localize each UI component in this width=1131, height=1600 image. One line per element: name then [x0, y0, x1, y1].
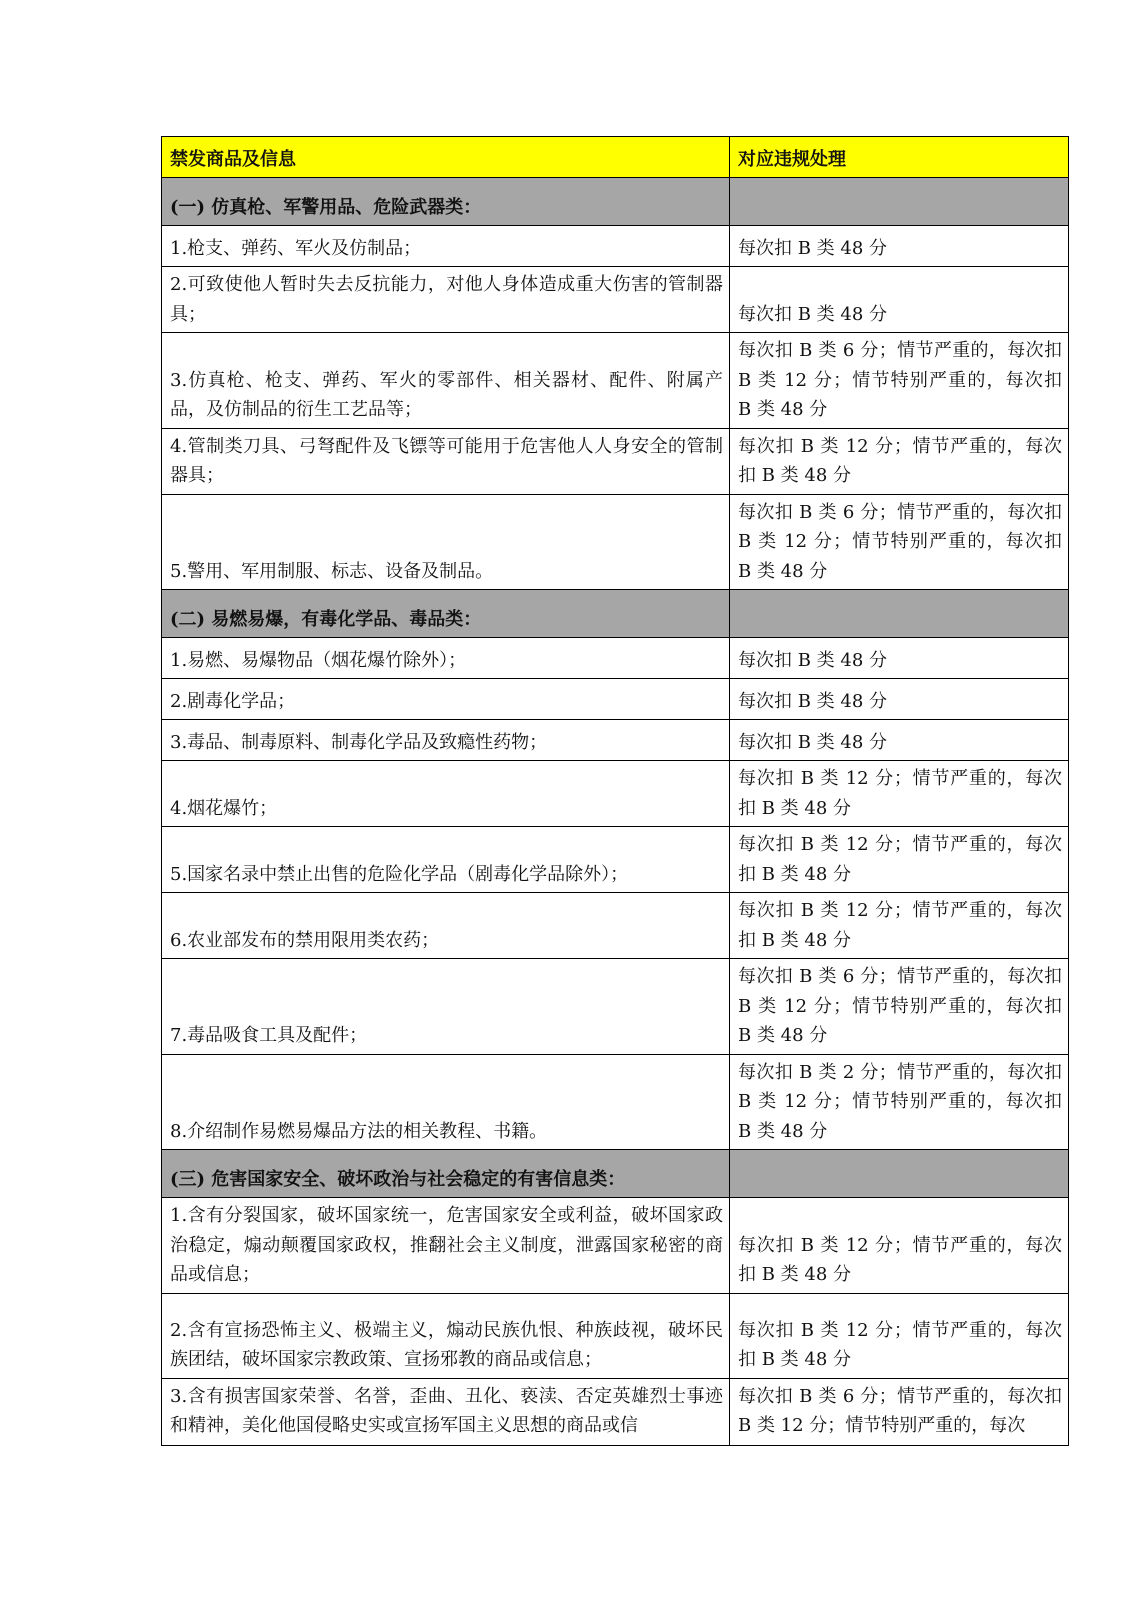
penalty-text: 每次扣 B 类 6 分；情节严重的，每次扣 B 类 12 分；情节特别严重的，每次扣 B 类 48 分	[730, 494, 1069, 590]
penalty-text: 每次扣 B 类 48 分	[730, 720, 1069, 761]
table-row	[162, 959, 1069, 1055]
penalty-text: 每次扣 B 类 12 分；情节严重的，每次扣 B 类 48 分	[730, 827, 1069, 893]
section-header-row	[162, 1150, 1069, 1198]
table-row	[162, 761, 1069, 827]
table-row	[162, 827, 1069, 893]
item-description: 4.管制类刀具、弓弩配件及飞镖等可能用于危害他人人身安全的管制器具；	[162, 428, 730, 494]
penalty-text: 每次扣 B 类 2 分；情节严重的，每次扣 B 类 12 分；情节特别严重的，每次扣 B 类 48 分	[730, 1054, 1069, 1150]
penalty-text: 每次扣 B 类 48 分	[730, 638, 1069, 679]
table-row	[162, 267, 1069, 333]
penalty-text: 每次扣 B 类 6 分；情节严重的，每次扣 B 类 12 分；情节特别严重的，每次	[730, 1378, 1069, 1445]
section-penalty-cell	[730, 590, 1069, 638]
penalty-text: 每次扣 B 类 12 分；情节严重的，每次扣 B 类 48 分	[730, 893, 1069, 959]
penalty-text: 每次扣 B 类 12 分；情节严重的，每次扣 B 类 48 分	[730, 1198, 1069, 1294]
table-row	[162, 638, 1069, 679]
section-header-row	[162, 178, 1069, 226]
header-cell-items: 禁发商品及信息	[162, 137, 730, 178]
section-title: (二) 易燃易爆，有毒化学品、毒品类：	[162, 590, 730, 638]
item-description: 6.农业部发布的禁用限用类农药；	[162, 893, 730, 959]
penalty-text: 每次扣 B 类 6 分；情节严重的，每次扣 B 类 12 分；情节特别严重的，每次扣 B 类 48 分	[730, 333, 1069, 429]
penalty-text: 每次扣 B 类 48 分	[730, 679, 1069, 720]
section-title: (一) 仿真枪、军警用品、危险武器类：	[162, 178, 730, 226]
penalty-text: 每次扣 B 类 12 分；情节严重的，每次扣 B 类 48 分	[730, 428, 1069, 494]
table-row	[162, 893, 1069, 959]
section-penalty-cell	[730, 1150, 1069, 1198]
penalty-text: 每次扣 B 类 12 分；情节严重的，每次扣 B 类 48 分	[730, 1293, 1069, 1378]
table-row	[162, 226, 1069, 267]
item-description: 1.枪支、弹药、军火及仿制品；	[162, 226, 730, 267]
penalty-text: 每次扣 B 类 12 分；情节严重的，每次扣 B 类 48 分	[730, 761, 1069, 827]
table-row	[162, 1054, 1069, 1150]
prohibited-goods-table	[161, 136, 1069, 1446]
table-header-row	[162, 137, 1069, 178]
item-description: 1.易燃、易爆物品（烟花爆竹除外）；	[162, 638, 730, 679]
item-description: 3.仿真枪、枪支、弹药、军火的零部件、相关器材、配件、附属产品，及仿制品的衍生工艺品等；	[162, 333, 730, 429]
penalty-text: 每次扣 B 类 48 分	[730, 267, 1069, 333]
item-description: 7.毒品吸食工具及配件；	[162, 959, 730, 1055]
table-row	[162, 720, 1069, 761]
section-title: (三) 危害国家安全、破坏政治与社会稳定的有害信息类：	[162, 1150, 730, 1198]
table-row	[162, 428, 1069, 494]
table-row	[162, 1293, 1069, 1378]
table-row	[162, 494, 1069, 590]
item-description: 8.介绍制作易燃易爆品方法的相关教程、书籍。	[162, 1054, 730, 1150]
item-description: 5.国家名录中禁止出售的危险化学品（剧毒化学品除外）；	[162, 827, 730, 893]
item-description: 3.毒品、制毒原料、制毒化学品及致瘾性药物；	[162, 720, 730, 761]
penalty-text: 每次扣 B 类 6 分；情节严重的，每次扣 B 类 12 分；情节特别严重的，每次扣 B 类 48 分	[730, 959, 1069, 1055]
section-penalty-cell	[730, 178, 1069, 226]
item-description: 2.含有宣扬恐怖主义、极端主义，煽动民族仇恨、种族歧视，破坏民族团结，破坏国家宗教政策、宣扬邪教的商品或信息；	[162, 1293, 730, 1378]
table-row	[162, 333, 1069, 429]
table-row	[162, 679, 1069, 720]
item-description: 2.可致使他人暂时失去反抗能力，对他人身体造成重大伤害的管制器具；	[162, 267, 730, 333]
table-row	[162, 1198, 1069, 1294]
table-row	[162, 1378, 1069, 1445]
item-description: 5.警用、军用制服、标志、设备及制品。	[162, 494, 730, 590]
penalty-text: 每次扣 B 类 48 分	[730, 226, 1069, 267]
item-description: 4.烟花爆竹；	[162, 761, 730, 827]
item-description: 2.剧毒化学品；	[162, 679, 730, 720]
section-header-row	[162, 590, 1069, 638]
item-description: 1.含有分裂国家，破坏国家统一，危害国家安全或利益，破坏国家政治稳定，煽动颠覆国家政权，推翻社会主义制度，泄露国家秘密的商品或信息；	[162, 1198, 730, 1294]
item-description: 3.含有损害国家荣誉、名誉，歪曲、丑化、亵渎、否定英雄烈士事迹和精神，美化他国侵略史实或宣扬军国主义思想的商品或信	[162, 1378, 730, 1445]
header-cell-penalty: 对应违规处理	[730, 137, 1069, 178]
